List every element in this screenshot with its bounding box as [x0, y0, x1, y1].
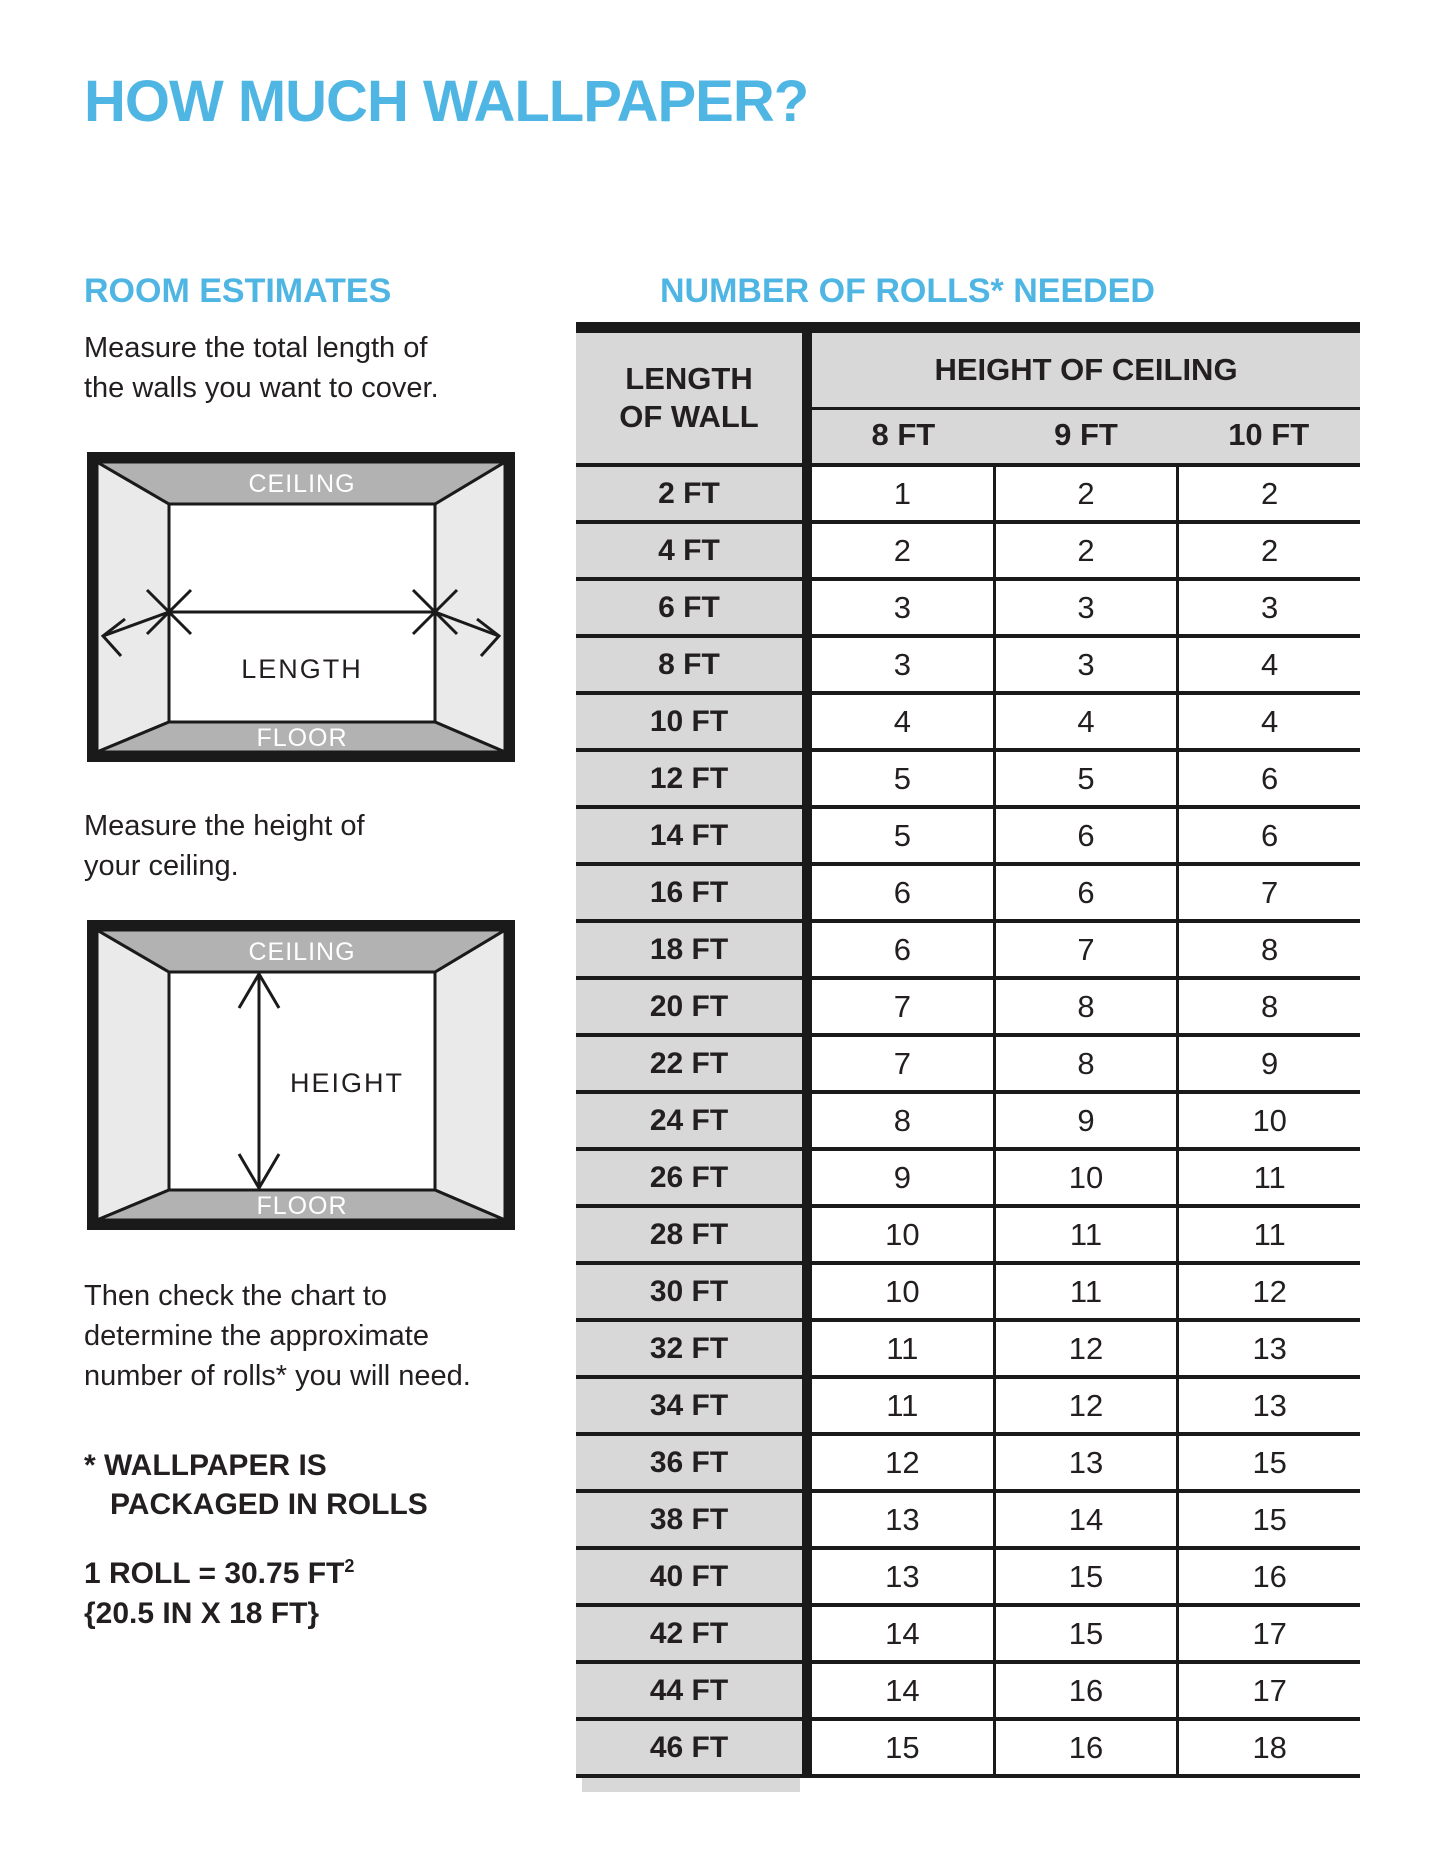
table-cell: 14 [885, 1672, 920, 1708]
left-wall [97, 930, 169, 1220]
table-cell: 6 [1176, 752, 1360, 805]
table-cell: 7 [893, 1045, 911, 1081]
table-row [812, 1265, 1360, 1322]
table-cell: 18 [1176, 1721, 1360, 1774]
table-row-label: 36 FT [576, 1436, 802, 1493]
floor-label: FLOOR [256, 1192, 348, 1220]
table-row-label: 26 FT [576, 1151, 802, 1208]
table-row-label: 46 FT [649, 1730, 729, 1764]
table-cell: 4 [1176, 695, 1360, 748]
instruction-line: the walls you want to cover. [84, 372, 439, 404]
table-cell: 6 [993, 809, 1177, 862]
table-row-label: 24 FT [576, 1094, 802, 1151]
table-row [812, 1037, 1360, 1094]
footnote-line: * WALLPAPER IS [84, 1449, 327, 1482]
table-label-column [576, 467, 802, 1774]
table-row [812, 1151, 1360, 1208]
instruction-line: your ceiling. [84, 850, 239, 882]
table-cell: 13 [1176, 1379, 1360, 1432]
table-cell: 14 [885, 1615, 920, 1651]
table-cell: 8 [1176, 980, 1360, 1033]
table-cell: 13 [1176, 1322, 1360, 1375]
table-cell: 12 [993, 1379, 1177, 1432]
table-data-rows [812, 467, 1360, 1774]
table-row [812, 1322, 1360, 1379]
table-vertical-bar [802, 322, 812, 1778]
table-cell: 4 [993, 695, 1177, 748]
page-title: HOW MUCH WALLPAPER? [84, 69, 809, 134]
table-row [812, 923, 1360, 980]
table-cell: 6 [993, 866, 1177, 919]
left-wall [97, 462, 169, 752]
table-cell: 15 [993, 1550, 1177, 1603]
floor-label: FLOOR [256, 724, 348, 752]
instruction-line: determine the approximate [84, 1320, 429, 1352]
table-cell: 10 [993, 1151, 1177, 1204]
table-row [812, 1721, 1360, 1774]
table-cell: 5 [993, 752, 1177, 805]
table-cell: 2 [993, 524, 1177, 577]
length-of-wall-header [576, 333, 802, 463]
table-cell: 12 [885, 1444, 920, 1480]
table-cell: 7 [993, 923, 1177, 976]
table-row [812, 809, 1360, 866]
table-cell: 16 [993, 1721, 1177, 1774]
table-cell: 16 [1176, 1550, 1360, 1603]
table-cell: 10 [885, 1216, 920, 1252]
room-height-diagram [87, 920, 515, 1230]
table-row-label: 20 FT [576, 980, 802, 1037]
table-cell: 17 [1176, 1607, 1360, 1660]
table-row-label: 32 FT [576, 1322, 802, 1379]
table-row [812, 1208, 1360, 1265]
table-row [812, 695, 1360, 752]
table-cell: 8 [993, 1037, 1177, 1090]
table-row-label: 22 FT [576, 1037, 802, 1094]
table-row-label: 38 FT [576, 1493, 802, 1550]
table-cell: 7 [1176, 866, 1360, 919]
table-cell: 10 [885, 1273, 920, 1309]
table-row [812, 467, 1360, 524]
wallpaper-rolls-footnote [84, 1446, 428, 1524]
height-label: HEIGHT [289, 1068, 405, 1098]
table-cell: 2 [1176, 524, 1360, 577]
roll-sup: 2 [344, 1556, 355, 1576]
table-row [812, 1664, 1360, 1721]
instruction-line: Measure the total length of [84, 332, 428, 364]
table-row-label: 16 FT [576, 866, 802, 923]
table-cell: 6 [893, 874, 911, 910]
table-cell: 3 [893, 589, 911, 625]
instruction-measure-height [84, 806, 365, 886]
table-row [812, 1493, 1360, 1550]
table-row-label: 10 FT [576, 695, 802, 752]
table-row-label: 18 FT [576, 923, 802, 980]
table-row [812, 1379, 1360, 1436]
roll-equation: 1 ROLL = 30.75 FT [84, 1557, 345, 1590]
height-of-ceiling-header: HEIGHT OF CEILING [934, 352, 1238, 387]
table-cell: 3 [893, 646, 911, 682]
table-row-label: 8 FT [576, 638, 802, 695]
table-row-label: 2 FT [576, 467, 802, 524]
table-cell: 15 [885, 1729, 920, 1765]
table-row-label: 40 FT [576, 1550, 802, 1607]
ceiling-label: CEILING [248, 938, 356, 966]
table-cell: 16 [993, 1664, 1177, 1717]
table-row [812, 980, 1360, 1037]
table-row-label: 12 FT [576, 752, 802, 809]
table-row-label: 34 FT [576, 1379, 802, 1436]
column-header-8ft: 8 FT [871, 417, 936, 452]
table-row [812, 1550, 1360, 1607]
table-row [812, 638, 1360, 695]
table-row [812, 866, 1360, 923]
table-cell: 12 [1176, 1265, 1360, 1318]
table-cell: 3 [1176, 581, 1360, 634]
table-cell: 5 [893, 760, 911, 796]
table-cell: 11 [886, 1387, 919, 1423]
table-row-label: 30 FT [576, 1265, 802, 1322]
table-cell: 3 [993, 638, 1177, 691]
table-row [812, 524, 1360, 581]
table-cell: 15 [993, 1607, 1177, 1660]
table-cell: 8 [893, 1102, 911, 1138]
length-label: LENGTH [241, 654, 363, 684]
ceiling-label: CEILING [248, 470, 356, 498]
right-wall [435, 462, 505, 752]
table-row-label: 6 FT [576, 581, 802, 638]
room-estimates-heading: ROOM ESTIMATES [84, 272, 392, 310]
table-row [812, 1094, 1360, 1151]
table-cell: 12 [993, 1322, 1177, 1375]
table-row-label: 14 FT [576, 809, 802, 866]
rolls-needed-heading: NUMBER OF ROLLS* NEEDED [660, 272, 1155, 310]
table-cell: 15 [1176, 1493, 1360, 1546]
table-cell: 9 [893, 1159, 911, 1195]
ceiling-height-columns [812, 407, 1360, 463]
table-cell: 9 [993, 1094, 1177, 1147]
table-row-label: 4 FT [576, 524, 802, 581]
header-line: LENGTH [625, 361, 753, 396]
table-cell: 3 [993, 581, 1177, 634]
roll-dimensions: {20.5 IN X 18 FT} [84, 1597, 320, 1630]
table-cell: 9 [1176, 1037, 1360, 1090]
column-header-10ft: 10 FT [1228, 417, 1310, 452]
instruction-measure-length [84, 328, 439, 408]
roll-area-line [84, 1546, 354, 1594]
table-cell: 11 [886, 1330, 919, 1366]
table-cell: 2 [893, 532, 911, 568]
table-cell: 15 [1176, 1436, 1360, 1489]
table-top-bar [576, 322, 1360, 333]
table-cell: 2 [993, 467, 1177, 520]
table-cell: 4 [1176, 638, 1360, 691]
table-cell: 6 [893, 931, 911, 967]
instruction-line: Then check the chart to [84, 1280, 388, 1312]
table-cell: 14 [993, 1493, 1177, 1546]
table-cell: 5 [893, 817, 911, 853]
footnote-line: PACKAGED IN ROLLS [110, 1488, 428, 1521]
table-cell: 8 [993, 980, 1177, 1033]
table-cell: 7 [893, 988, 911, 1024]
table-cell: 17 [1176, 1664, 1360, 1717]
room-length-diagram [87, 452, 515, 762]
instruction-line: Measure the height of [84, 810, 365, 842]
table-cell: 13 [885, 1501, 920, 1537]
column-header-9ft: 9 FT [1054, 417, 1118, 452]
table-row-label: 44 FT [576, 1664, 802, 1721]
instruction-check-chart [84, 1276, 471, 1396]
table-row [812, 1607, 1360, 1664]
right-wall [435, 930, 505, 1220]
table-row-label: 28 FT [576, 1208, 802, 1265]
table-gray-stub [582, 1778, 800, 1792]
table-cell: 13 [993, 1436, 1177, 1489]
table-cell: 10 [1176, 1094, 1360, 1147]
table-cell: 1 [893, 475, 911, 511]
instruction-line: number of rolls* you will need. [84, 1360, 471, 1392]
table-cell: 11 [993, 1208, 1177, 1261]
table-cell: 4 [893, 703, 911, 739]
table-cell: 2 [1176, 467, 1360, 520]
table-row [812, 581, 1360, 638]
roll-size-info [84, 1546, 354, 1634]
table-cell: 11 [1176, 1151, 1360, 1204]
header-line: OF WALL [619, 399, 759, 434]
table-row [812, 1436, 1360, 1493]
table-cell: 8 [1176, 923, 1360, 976]
table-cell: 6 [1176, 809, 1360, 862]
table-row-label: 42 FT [576, 1607, 802, 1664]
table-cell: 11 [993, 1265, 1177, 1318]
table-row [812, 752, 1360, 809]
table-cell: 13 [885, 1558, 920, 1594]
table-cell: 11 [1176, 1208, 1360, 1261]
